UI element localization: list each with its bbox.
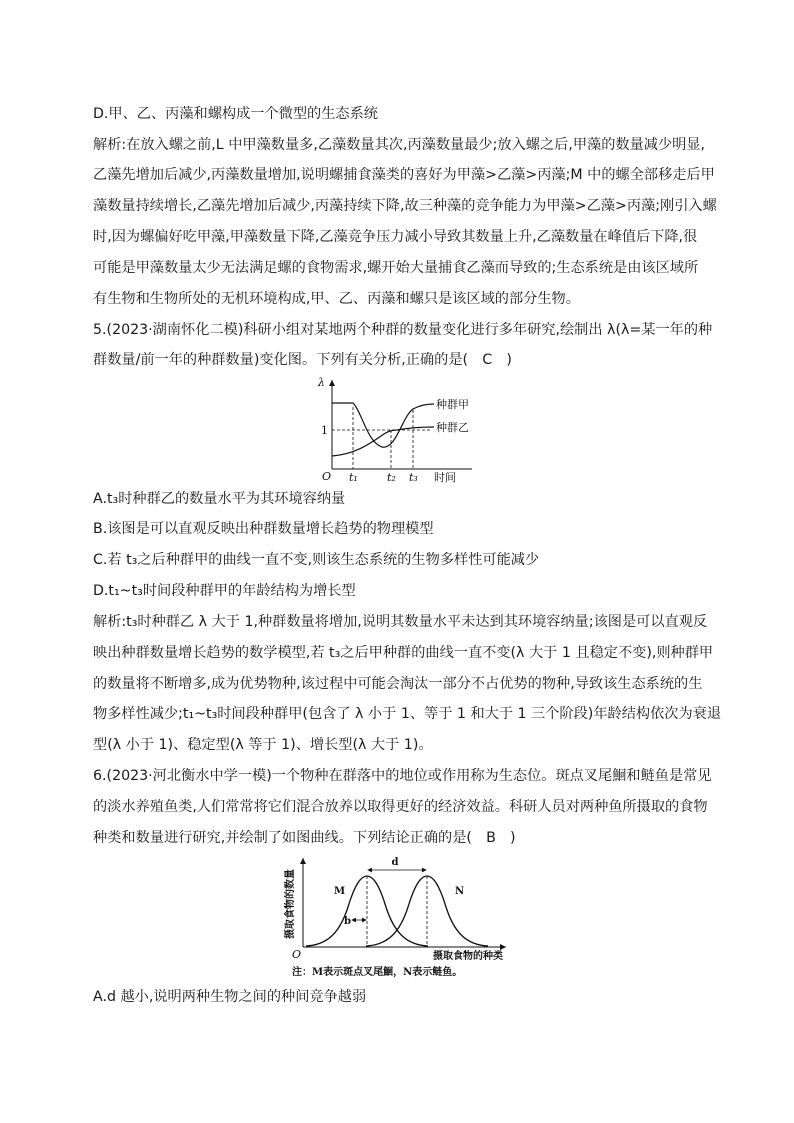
y-axis-label: λ (318, 376, 325, 389)
option-c-q5: C.若 t₃之后种群甲的曲线一直不变,则该生态系统的生物多样性可能减少 (93, 552, 540, 568)
question-6-line2: 的淡水养殖鱼类,人们常常将它们混合放养以取得更好的经济效益。科研人员对两种鱼所摄取的食物 (93, 799, 708, 815)
species-jia-curve (332, 403, 434, 447)
series-label-jia: 种群甲 (436, 398, 469, 411)
question-5-line2: 群数量/前一年的种群数量)变化图。下列有关分析,正确的是( C ) (93, 352, 512, 368)
option-b-q5: B.该图是可以直观反映出种群数量增长趋势的物理模型 (93, 521, 434, 537)
origin-label: O (292, 948, 302, 961)
analysis-q4-line6: 有生物和生物所处的无机环境构成,甲、乙、丙藻和螺只是该区域的部分生物。 (93, 291, 580, 307)
x-axis-label: 时间 (434, 471, 456, 484)
question-6-line1: 6.(2023·河北衡水中学一模)一个物种在群落中的地位或作用称为生态位。斑点叉尾鮰和鲢鱼是常见 (93, 768, 712, 784)
analysis-q4-line3: 藻数量持续增长,乙藻先增加后减少,丙藻持续下降,故三种藻的竞争能力为甲藻>乙藻>丙藻;刚引入螺 (93, 198, 717, 214)
curve-label-n: N (455, 886, 465, 897)
analysis-q4-line4: 时,因为螺偏好吃甲藻,甲藻数量下降,乙藻竞争压力减小导致其数量上升,乙藻数量在峰值后下降,很 (93, 229, 698, 245)
series-label-yi: 种群乙 (436, 421, 469, 434)
x-tick-t3: t₃ (409, 471, 418, 484)
option-a-q5: A.t₃时种群乙的数量水平为其环境容纳量 (93, 491, 346, 507)
x-axis-label: 摄取食物的种类 (433, 951, 503, 962)
niche-figure (278, 852, 528, 980)
x-tick-t1: t₁ (349, 471, 358, 484)
y-tick-1: 1 (321, 424, 328, 437)
analysis-q5-line2: 映出种群数量增长趋势的数学模型,若 t₃之后甲种群的曲线一直不变(λ 大于 1 且稳定不变),则种群甲 (93, 645, 714, 661)
analysis-q5-line1: 解析:t₃时种群乙 λ 大于 1,种群数量将增加,说明其数量水平未达到其环境容纳量;该图是可以直观反 (93, 614, 708, 630)
lambda-figure (312, 372, 484, 484)
origin-label: O (322, 470, 332, 483)
figure-note: 注：M表示斑点叉尾鮰，N表示鲢鱼。 (292, 967, 463, 978)
species-yi-curve (332, 427, 434, 456)
question-5-line1: 5.(2023·湖南怀化二模)科研小组对某地两个种群的数量变化进行多年研究,绘制出 λ(λ=某一年的种 (93, 322, 713, 338)
y-axis-label: 摄取食物的数量 (285, 869, 296, 939)
d-label: d (391, 857, 399, 868)
question-6-line3: 种类和数量进行研究,并绘制了如图曲线。下列结论正确的是( B ) (93, 830, 516, 846)
option-d-q4: D.甲、乙、丙藻和螺构成一个微型的生态系统 (93, 106, 378, 122)
b-label: b (344, 916, 351, 927)
curve-label-m: M (334, 886, 346, 897)
analysis-q5-line3: 的数量将不断增多,成为优势物种,该过程中可能会淘汰一部分不占优势的物种,导致该生态系统的生 (93, 676, 703, 692)
analysis-q4-line5: 可能是甲藻数量太少无法满足螺的食物需求,螺开始大量捕食乙藻而导致的;生态系统是由该区域所 (93, 260, 699, 276)
option-a-q6: A.d 越小,说明两种生物之间的种间竞争越弱 (93, 989, 367, 1005)
x-tick-t2: t₂ (387, 471, 396, 484)
analysis-q5-line4: 物多样性减少;t₁~t₃时间段种群甲(包含了 λ 小于 1、等于 1 和大于 1 三个阶段)年龄结构依次为衰退 (93, 706, 722, 722)
analysis-q4-line1: 解析:在放入螺之前,L 中甲藻数量多,乙藻数量其次,丙藻数量最少;放入螺之后,甲藻的数量减少明显, (93, 137, 706, 153)
analysis-q5-line5: 型(λ 小于 1)、稳定型(λ 等于 1)、增长型(λ 大于 1)。 (93, 737, 433, 753)
option-d-q5: D.t₁~t₃时间段种群甲的年龄结构为增长型 (93, 583, 356, 599)
analysis-q4-line2: 乙藻先增加后减少,丙藻数量增加,说明螺捕食藻类的喜好为甲藻>乙藻>丙藻;M 中的螺全部移走后甲 (93, 167, 715, 183)
